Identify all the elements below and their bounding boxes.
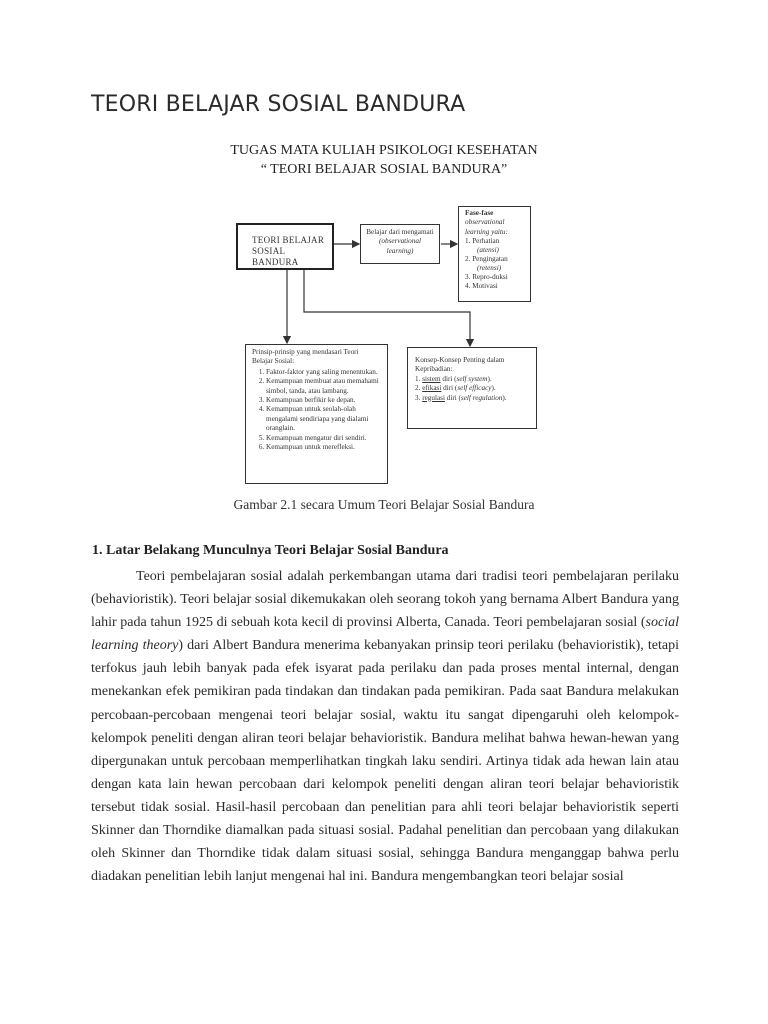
phase-item [465,237,530,246]
principle-item: 3. Kemampuan berfikir ke depan. [266,396,383,405]
principles-heading-2: Belajar Sosial: [252,357,295,366]
concept-item-italic: self efficacy [457,384,492,393]
phases-list [465,237,530,291]
concept-item-end: ). [487,374,492,383]
phase-item-text: Perhatian [472,237,500,246]
phase-item-text: Pengingatan [472,255,508,264]
observational-box-line-2: (observational [379,237,421,246]
subtitle-line-1: TUGAS MATA KULIAH PSIKOLOGI KESEHATAN [230,143,538,158]
concepts-heading-2: Kepribadian: [415,365,453,374]
phases-box [458,206,531,302]
arrow-main-to-concepts [304,270,470,346]
phase-item-sub: (retensi) [477,264,502,273]
principle-item: 1. Faktor-faktor yang saling menentukan. [266,368,383,377]
concept-item-end: ). [491,384,496,393]
phase-item-sub: (atensi) [477,246,499,255]
phases-heading-3: learning yaitu: [465,227,508,236]
paragraph-italic-term: social learning theory [91,615,679,654]
figure-caption: Gambar 2.1 secara Umum Teori Belajar Sosial Bandura [233,497,535,512]
main-box-line-1: TEORI BELAJAR [252,235,325,245]
concept-item-number: 3. [415,393,421,402]
principles-box [245,344,388,484]
body-paragraph [91,565,679,888]
principles-list [252,368,383,453]
observational-box-line-1: Belajar dari mengamati [366,228,434,236]
concept-item-number: 2. [415,384,421,393]
concept-item-number: 1. [415,374,421,383]
section-heading: 1. Latar Belakang Munculnya Teori Belajar Sosial Bandura [92,543,449,558]
phase-item-number: 1. [465,237,471,246]
concept-item-term: sistem [422,374,441,383]
observational-learning-box [360,224,440,264]
principle-item: 5. Kemampuan mengatur diri sendiri. [266,434,383,443]
paragraph-text-part-1: Teori pembelajaran sosial adalah perkembangan utama dari tradisi teori pembelajaran perilaku (behavioristik). Teori belajar sosial dikemukakan oleh seorang tokoh yang bernama Albert Bandura yang lahir pada tahun 1925 di sebuah kota kecil di provinsi Alberta, Canada. Teori pembelajaran sosial ( [91,569,679,631]
phase-item-number: 2. [465,255,471,264]
phase-item-number: 4. [465,282,471,291]
main-concept-box [236,223,334,270]
concept-item-italic: self system [456,374,488,383]
paragraph-text-part-2: ) dari Albert Bandura menerima kebanyakan prinsip teori perilaku (behavioristik), tetapi terfokus jauh lebih banyak pada efek isyarat pada perilaku dan pada proses mental internal, dengan menekankan efek pemikiran pada tindakan dan tindakan pada pemikiran. Pada saat Bandura melakukan percobaan-percobaan mengenai teori belajar sosial, waktu itu sangat dipengaruhi oleh kelompok-kelompok peneliti dengan aliran teori belajar behavioristik. Bandura melihat bahwa hewan-hewan yang dipergunakan untuk percobaan memperlihatkan tingkah laku sendiri. Artinya tidak ada hewan lain atau dengan kata lain hewan percobaan dari kelompok peneliti dengan aliran teori belajar behavioristik tersebut tidak sosial. Hasil-hasil percobaan dan penelitian para ahli teori belajar behavioristik seperti Skinner dan Thorndike diamalkan pada situasi sosial. Padahal penelitian dan percobaan yang dilakukan oleh Skinner dan Thorndike tidak dalam situasi sosial, sehingga Bandura menganggap bahwa perlu diadakan penelitian lebih lanjut mengenai hal ini. Bandura mengembangkan teori belajar sosial [91,638,679,885]
principle-item: 4. Kemampuan untuk seolah-olah mengalami sendiriapa yang dialami oranglain. [266,405,383,433]
phases-heading-1: Fase-fase [465,209,494,217]
principle-item: 2. Kemampuan membuat atau memahami simbol, tanda, atau lambang. [266,377,383,396]
document-title: TEORI BELAJAR SOSIAL BANDURA [91,92,466,117]
concept-item [415,375,532,384]
concepts-box [407,347,537,429]
phase-item [465,255,530,264]
subtitle-line-2: “ TEORI BELAJAR SOSIAL BANDURA” [260,162,508,177]
concept-item [415,394,532,403]
concepts-heading-1: Konsep-Konsep Penting dalam [415,356,505,364]
concept-item-term: regulasi [422,393,445,402]
principle-item: 6. Kemampuan untuk merefleksi. [266,443,383,452]
principles-heading-1: Prinsip-prinsip yang mendasari Teori [252,348,359,356]
concept-item-text: diri ( [443,384,458,393]
concept-item-italic: self regulation [460,393,503,402]
concept-item-end: ). [502,393,507,402]
concept-item-text: diri ( [442,374,457,383]
phase-item-text: Repro-duksi [472,273,508,282]
phase-item [465,282,530,291]
phase-item [465,273,530,282]
observational-box-line-3: learning) [386,246,414,255]
concept-item-text: diri ( [446,393,461,402]
main-box-line-2: SOSIAL BANDURA [252,246,299,267]
concept-item [415,384,532,393]
phases-heading-2: observational [465,218,505,227]
concept-item-term: efikasi [422,384,442,393]
phase-item-text: Motivasi [472,282,498,291]
phase-item-number: 3. [465,273,471,282]
